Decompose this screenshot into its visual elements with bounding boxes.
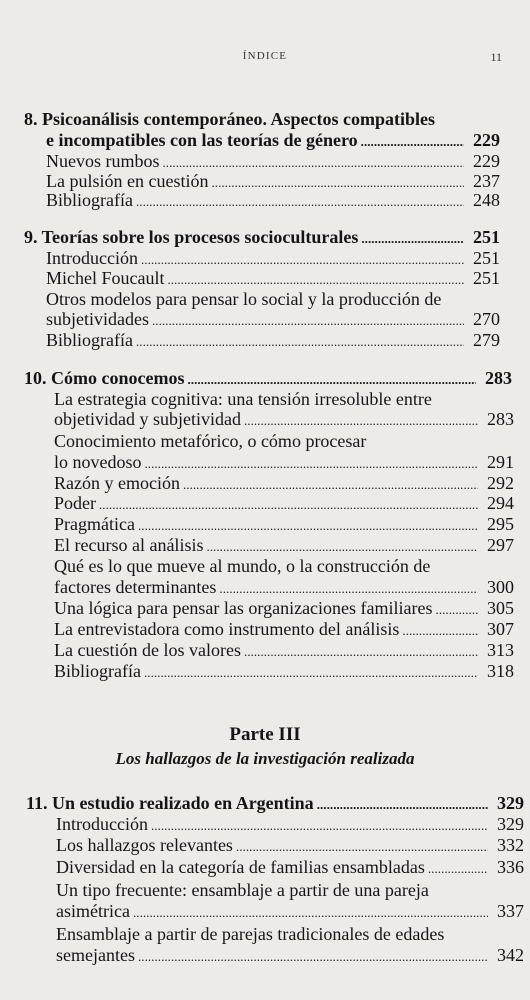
entry-page-number: 329	[497, 793, 524, 813]
entry-title: 11. Un estudio realizado en Argentina	[26, 793, 314, 813]
entry-title: Poder	[54, 493, 96, 513]
entry-title: asimétrica	[56, 901, 130, 921]
entry-page-number: 283	[487, 409, 514, 429]
page-header	[0, 50, 530, 68]
entry-page-number: 329	[497, 814, 524, 834]
entry-page-number: 305	[487, 598, 514, 618]
entry-page-number: 251	[473, 227, 500, 247]
entry-page-number: 251	[473, 248, 500, 268]
leader-dots	[428, 856, 488, 880]
part-subtitle: Los hallazgos de la investigación realizada	[115, 749, 415, 768]
entry-title: Conocimiento metafórico, o cómo procesar	[54, 431, 367, 451]
part-title: Parte III	[229, 724, 301, 745]
entry-page-number: 283	[485, 368, 512, 388]
running-head: ÍNDICE	[242, 50, 288, 62]
entry-page-number: 307	[487, 619, 514, 639]
leader-dots	[136, 189, 464, 213]
entry-title: Otros modelos para pensar lo social y la producción de	[46, 289, 442, 309]
entry-page-number: 342	[497, 945, 524, 965]
toc-entry	[54, 408, 514, 432]
toc-entry	[46, 329, 500, 353]
entry-title: Una lógica para pensar las organizaciones familiares	[54, 598, 433, 618]
entry-page-number: 332	[497, 835, 524, 855]
entry-title: Qué es lo que mueve al mundo, o la construcción de	[54, 556, 431, 576]
entry-title: Bibliografía	[54, 661, 141, 681]
entry-title: factores determinantes	[54, 577, 217, 597]
leader-dots	[138, 944, 488, 968]
entry-page-number: 294	[487, 493, 514, 513]
entry-title: 9. Teorías sobre los procesos socioculturales	[24, 227, 359, 247]
toc-entry	[54, 430, 514, 452]
entry-page-number: 318	[487, 661, 514, 681]
leader-dots	[136, 329, 464, 353]
toc-entry	[54, 388, 514, 410]
entry-page-number: 248	[473, 190, 500, 210]
entry-title: Introducción	[46, 248, 138, 268]
entry-title: La entrevistadora como instrumento del análisis	[54, 619, 400, 639]
entry-title: Introducción	[56, 814, 148, 834]
toc-entry	[46, 288, 500, 310]
toc-entry	[56, 856, 524, 880]
entry-title: Razón y emoción	[54, 473, 180, 493]
entry-title: objetividad y subjetividad	[54, 409, 241, 429]
entry-title: La estrategia cognitiva: una tensión irresoluble entre	[54, 389, 432, 409]
entry-title: 8. Psicoanálisis contemporáneo. Aspectos compatibles	[24, 109, 435, 129]
toc-entry	[56, 834, 524, 858]
entry-title: El recurso al análisis	[54, 535, 204, 555]
toc-entry	[54, 555, 514, 577]
entry-title: La cuestión de los valores	[54, 640, 241, 660]
entry-title: Ensamblaje a partir de parejas tradicionales de edades	[56, 924, 445, 944]
entry-title: lo novedoso	[54, 452, 142, 472]
entry-page-number: 279	[473, 330, 500, 350]
toc-entry	[56, 900, 524, 924]
toc-entry	[56, 879, 524, 901]
leader-dots	[144, 660, 478, 684]
toc-entry	[56, 923, 524, 945]
entry-page-number: 337	[497, 901, 524, 921]
entry-page-number: 237	[473, 171, 500, 191]
entry-title: 10. Cómo conocemos	[24, 368, 185, 388]
entry-page-number: 229	[473, 130, 500, 150]
entry-title: Un tipo frecuente: ensamblaje a partir de una pareja	[56, 880, 429, 900]
entry-title: Bibliografía	[46, 330, 133, 350]
toc-chapter-8-title	[24, 108, 500, 130]
entry-page-number: 336	[497, 857, 524, 877]
leader-dots	[244, 408, 478, 432]
entry-title: e incompatibles con las teorías de género	[46, 130, 358, 150]
toc-entry	[46, 189, 500, 213]
entry-title: semejantes	[56, 945, 135, 965]
entry-title: Pragmática	[54, 514, 135, 534]
leader-dots	[236, 834, 488, 858]
entry-title: Diversidad en la categoría de familias ensambladas	[56, 857, 425, 877]
entry-page-number: 270	[473, 309, 500, 329]
toc-entry	[56, 944, 524, 968]
entry-title: Nuevos rumbos	[46, 151, 160, 171]
entry-page-number: 297	[487, 535, 514, 555]
entry-page-number: 229	[473, 151, 500, 171]
entry-page-number: 300	[487, 577, 514, 597]
entry-page-number: 251	[473, 268, 500, 288]
entry-title: Michel Foucault	[46, 268, 165, 288]
entry-title: subjetividades	[46, 309, 149, 329]
entry-page-number: 291	[487, 452, 514, 472]
page-number: 11	[490, 50, 502, 64]
entry-page-number: 295	[487, 514, 514, 534]
entry-page-number: 292	[487, 473, 514, 493]
toc-entry	[54, 660, 514, 684]
entry-title: La pulsión en cuestión	[46, 171, 209, 191]
entry-title: Bibliografía	[46, 190, 133, 210]
entry-title: Los hallazgos relevantes	[56, 835, 233, 855]
leader-dots	[133, 900, 488, 924]
entry-page-number: 313	[487, 640, 514, 660]
